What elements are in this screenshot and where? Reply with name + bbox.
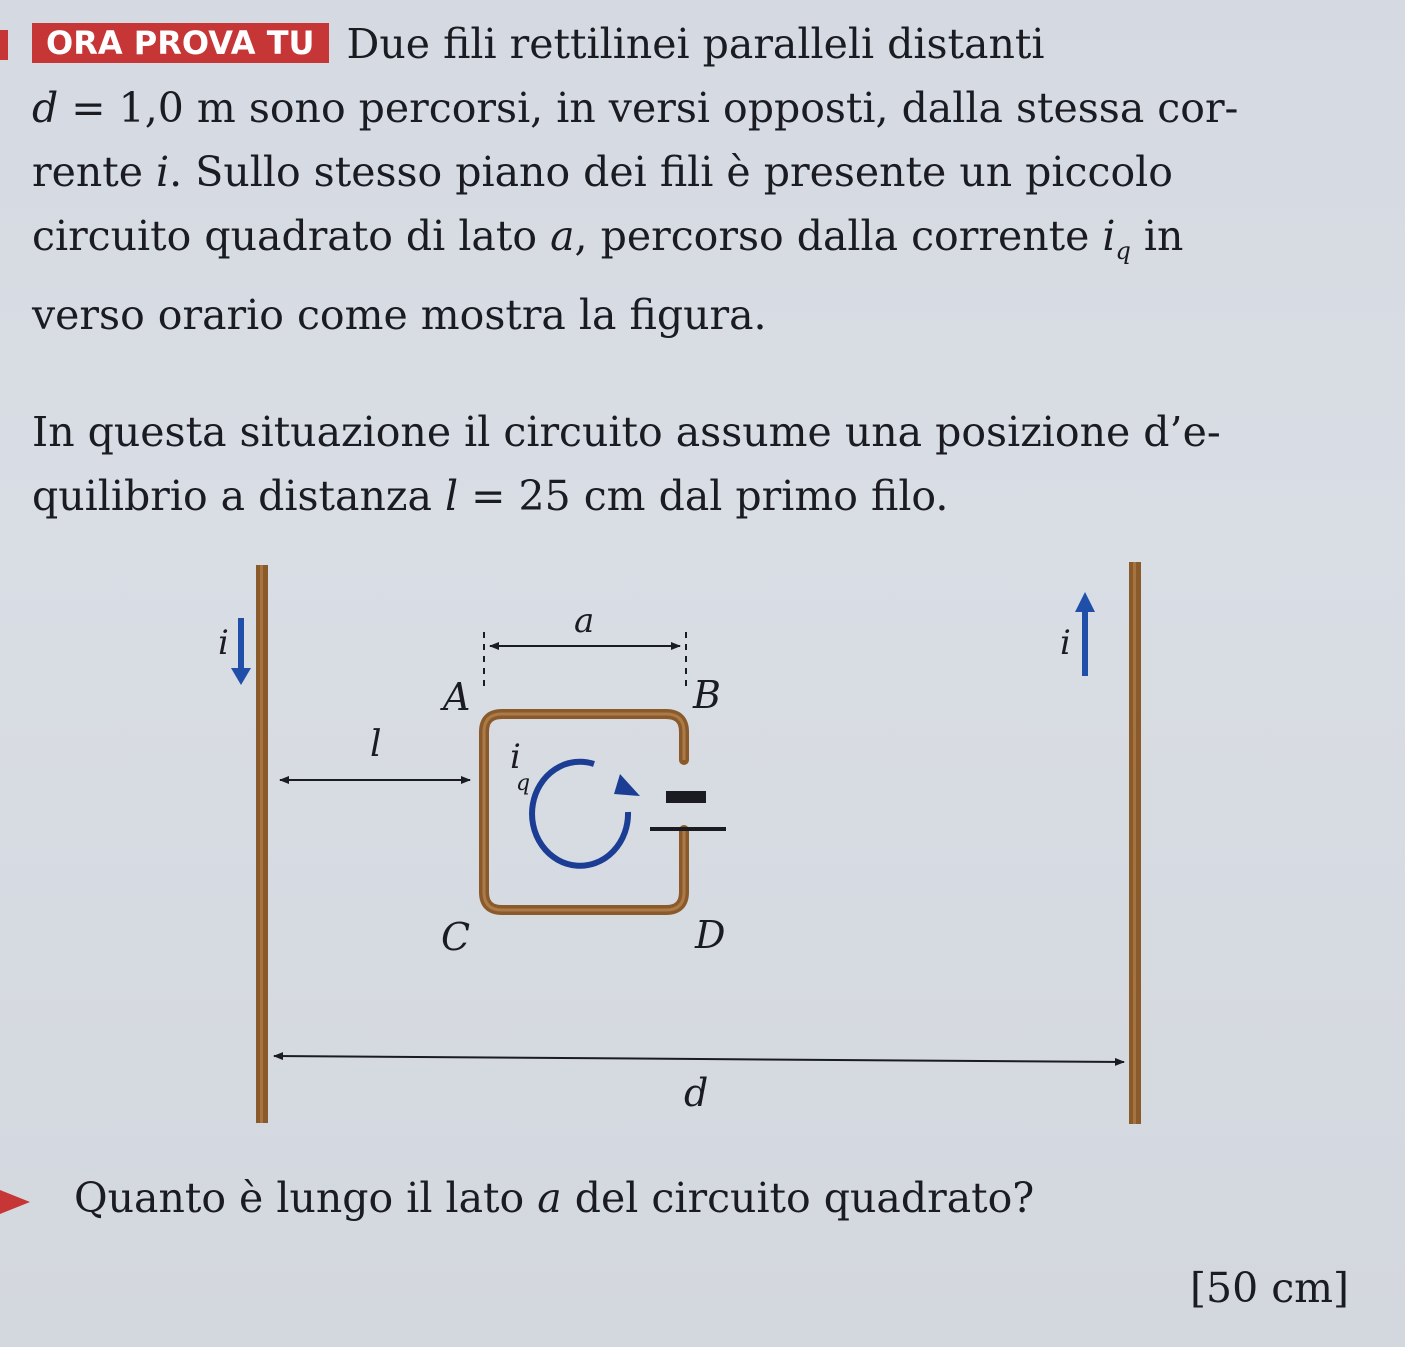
statement-line1: Due fili rettilinei paralleli distanti (346, 20, 1045, 68)
left-current-arrow-icon (231, 618, 251, 685)
dim-d-label: d (684, 1071, 709, 1115)
statement-line4a: circuito quadrato di lato (32, 212, 551, 260)
var-iq-sub: q (1115, 237, 1131, 266)
dim-l-label: l (370, 724, 382, 765)
question-var-a: a (537, 1174, 562, 1222)
var-l: l (444, 472, 459, 520)
clockwise-current-arrow-icon (532, 762, 640, 866)
exercise-badge: ORA PROVA TU (32, 23, 329, 63)
statement-line5: verso orario come mostra la figura. (32, 291, 767, 340)
equilibrium-statement (32, 400, 1312, 528)
statement-line4b: , percorso dalla corrente (574, 212, 1103, 260)
corner-label-C: C (441, 915, 471, 959)
equilibrium-line1: In questa situazione il circuito assume una posizione d’e- (32, 408, 1221, 456)
statement-line3b: . Sullo stesso piano dei fili è presente un piccolo (169, 148, 1173, 196)
corner-label-D: D (695, 913, 726, 957)
statement-line2: sono percorsi, in versi opposti, dalla stessa cor- (235, 84, 1239, 132)
statement-line4c: in (1130, 212, 1184, 260)
left-wire-highlight (260, 565, 263, 1123)
circuit-figure (0, 550, 1405, 1150)
corner-label-A: A (443, 675, 471, 719)
var-iq: i (1102, 212, 1116, 260)
page-edge-mark (0, 30, 8, 60)
question-bullet-icon (0, 1190, 30, 1214)
answer-text: [50 cm] (1190, 1264, 1350, 1312)
right-wire-highlight (1133, 562, 1136, 1124)
var-i: i (156, 148, 170, 196)
right-current-arrow-icon (1075, 592, 1095, 676)
value-l: = 25 cm (458, 472, 646, 520)
loop-current-label: i (510, 737, 521, 777)
question-text (74, 1166, 1034, 1230)
statement-line3a: rente (32, 148, 157, 196)
question-part1: Quanto è lungo il lato (74, 1174, 538, 1222)
equilibrium-line2b: dal primo filo. (645, 472, 949, 520)
left-current-label: i (218, 623, 229, 663)
question-part2: del circuito quadrato? (561, 1174, 1035, 1222)
value-d: = 1,0 m (58, 84, 236, 132)
equilibrium-line2a: quilibrio a distanza (32, 472, 445, 520)
dim-d-arrow (274, 1056, 1124, 1062)
battery-icon (650, 791, 726, 831)
dim-a-label: a (574, 601, 595, 641)
right-current-label: i (1060, 623, 1071, 663)
problem-statement (32, 12, 1312, 347)
loop-current-subscript: q (516, 771, 531, 796)
corner-label-B: B (693, 673, 721, 717)
var-a: a (550, 212, 575, 260)
var-d: d (32, 84, 59, 132)
